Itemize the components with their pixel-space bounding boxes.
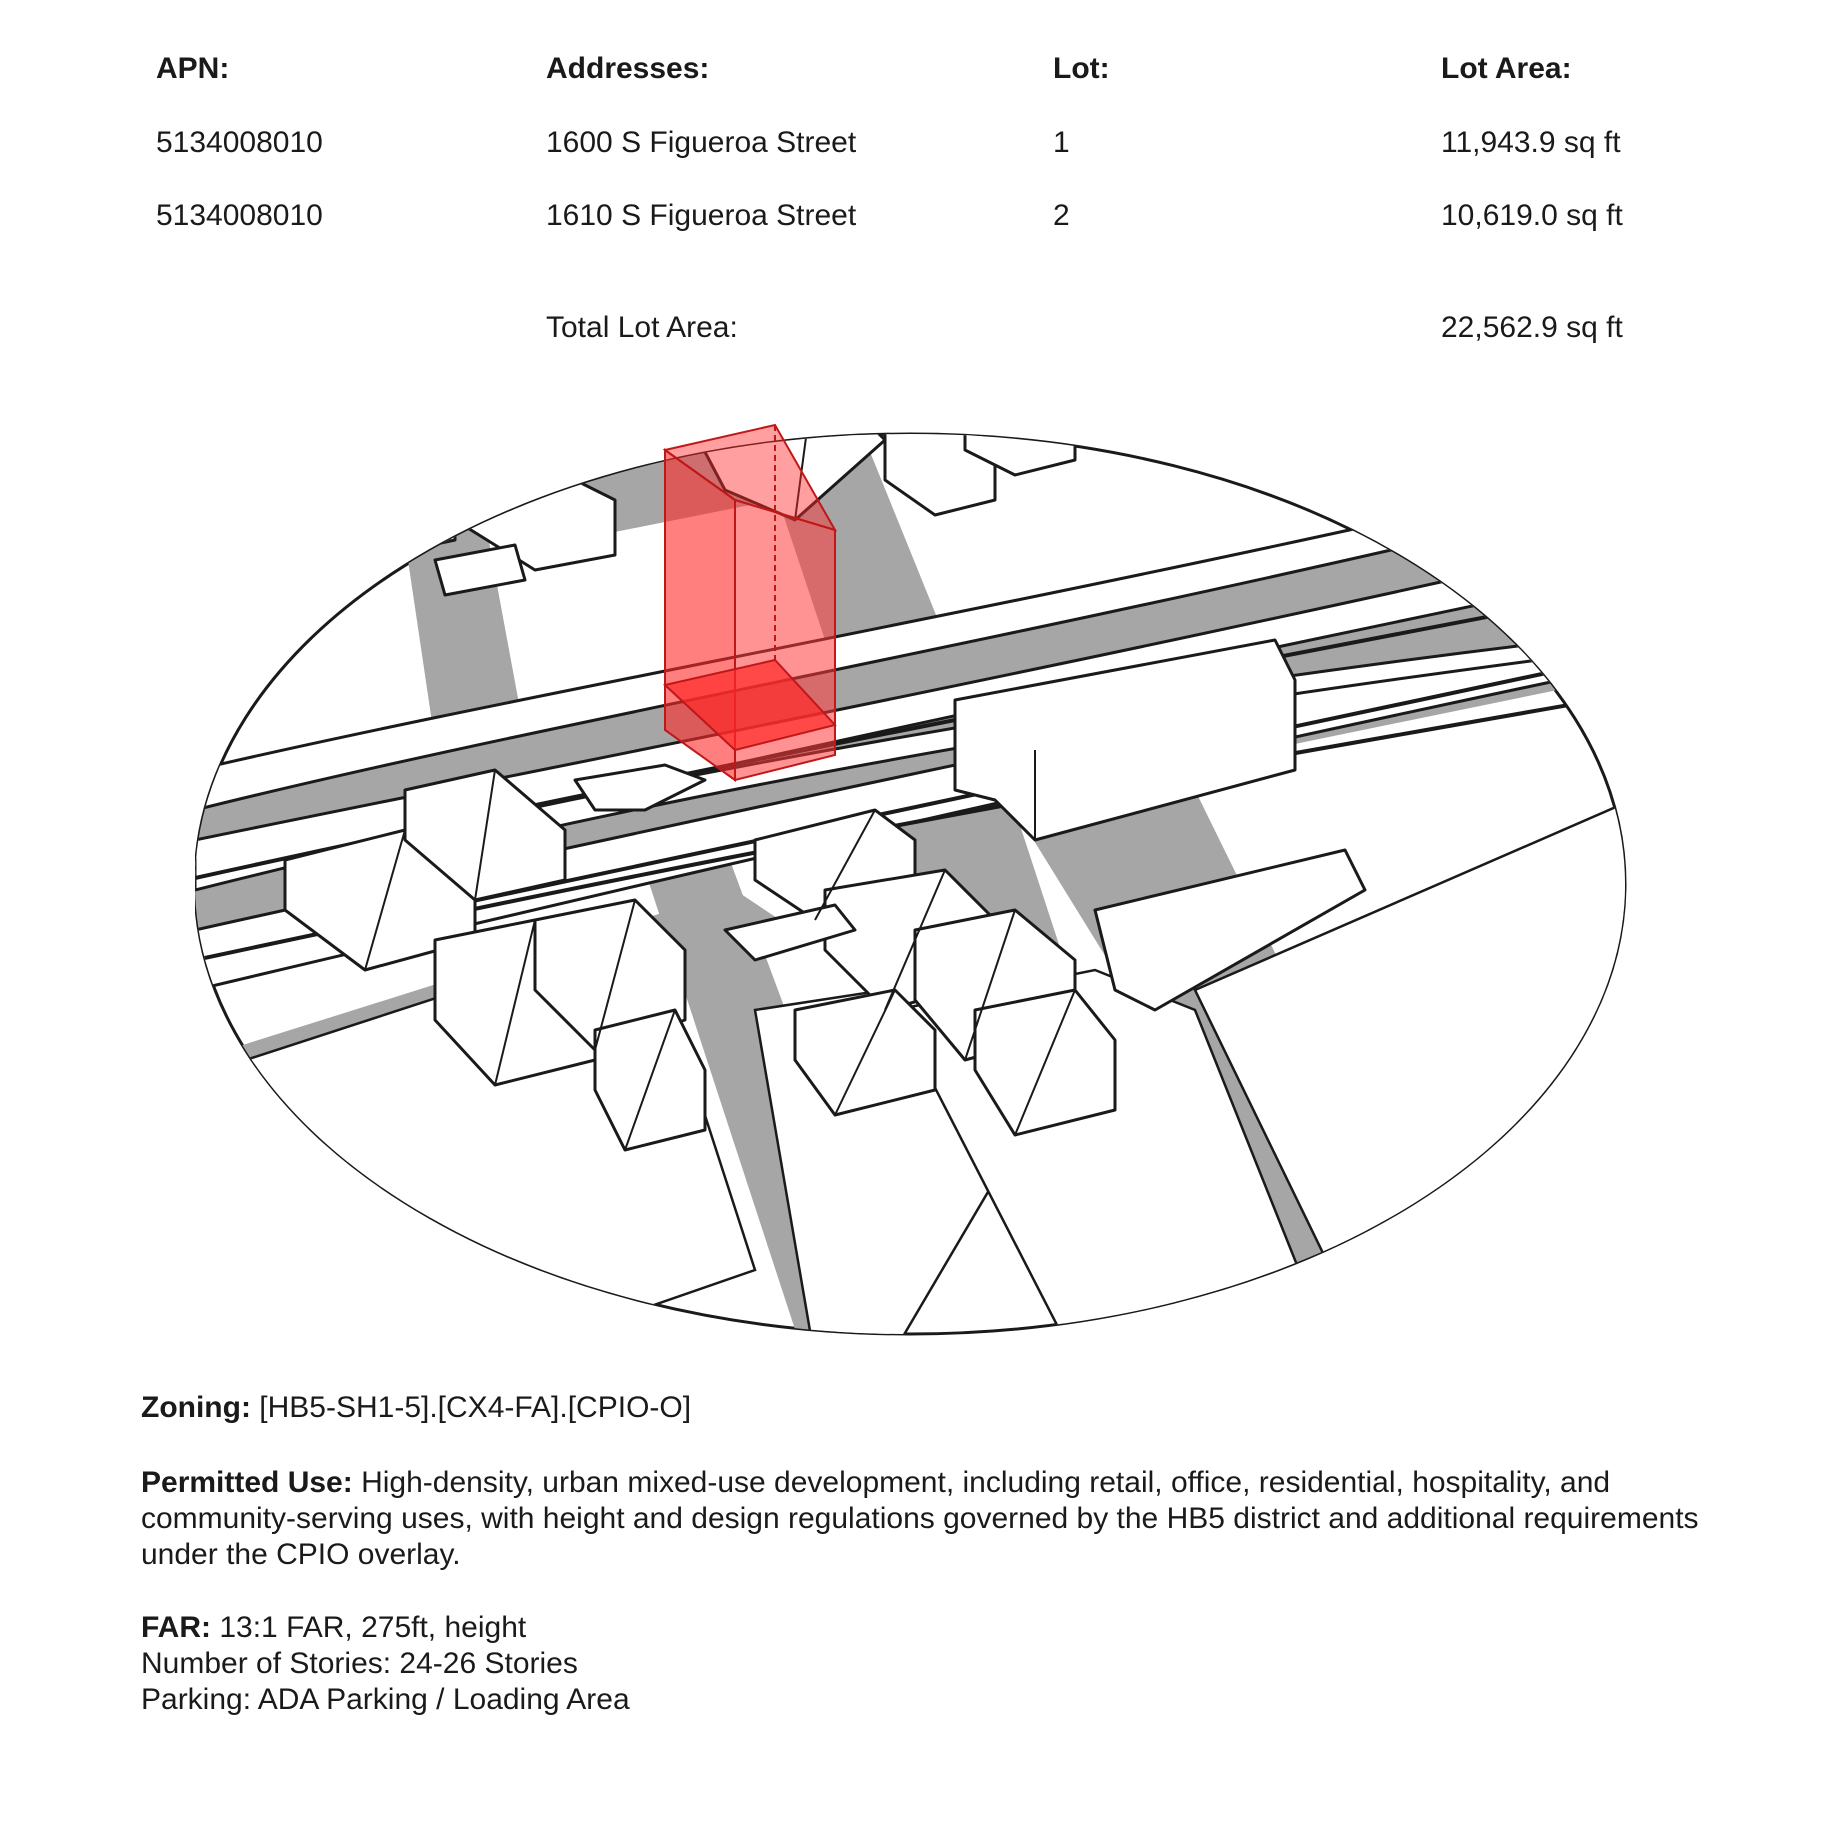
site-axonometric-diagram xyxy=(195,370,1655,1360)
total-lot-area-label: Total Lot Area: xyxy=(546,311,738,344)
row1-lot: 1 xyxy=(1053,126,1070,159)
row2-address: 1610 S Figueroa Street xyxy=(546,199,857,232)
permitted-use-paragraph xyxy=(141,1465,1721,1573)
far-value: 13:1 FAR, 275ft, height xyxy=(219,1611,527,1644)
header-address: Addresses: xyxy=(546,52,710,85)
row2-apn: 5134008010 xyxy=(156,199,323,232)
row1-address: 1600 S Figueroa Street xyxy=(546,126,857,159)
row1-lot-area: 11,943.9 sq ft xyxy=(1441,126,1621,159)
far-label: FAR: xyxy=(141,1611,211,1644)
header-lot: Lot: xyxy=(1053,52,1110,85)
row2-lot: 2 xyxy=(1053,199,1070,232)
far-line xyxy=(141,1610,1721,1646)
header-apn: APN: xyxy=(156,52,230,85)
permitted-use-label: Permitted Use: xyxy=(141,1466,353,1499)
total-lot-area-value: 22,562.9 sq ft xyxy=(1441,311,1623,344)
stories-line: Number of Stories: 24-26 Stories xyxy=(141,1647,578,1680)
permitted-use-value: High-density, urban mixed-use development, including retail, office, residential, hospitality, and community-serving uses, with height and design regulations governed by the HB5 district and additional requirements under the CPIO overlay. xyxy=(141,1466,1699,1571)
parking-line: Parking: ADA Parking / Loading Area xyxy=(141,1683,630,1716)
zoning-value: [HB5-SH1-5].[CX4-FA].[CPIO-O] xyxy=(259,1391,692,1424)
row1-apn: 5134008010 xyxy=(156,126,323,159)
building-northwest-tower xyxy=(485,370,585,500)
row2-lot-area: 10,619.0 sq ft xyxy=(1441,199,1623,232)
zoning-label: Zoning: xyxy=(141,1391,251,1424)
zoning-line xyxy=(141,1390,1721,1426)
header-lot-area: Lot Area: xyxy=(1441,52,1572,85)
